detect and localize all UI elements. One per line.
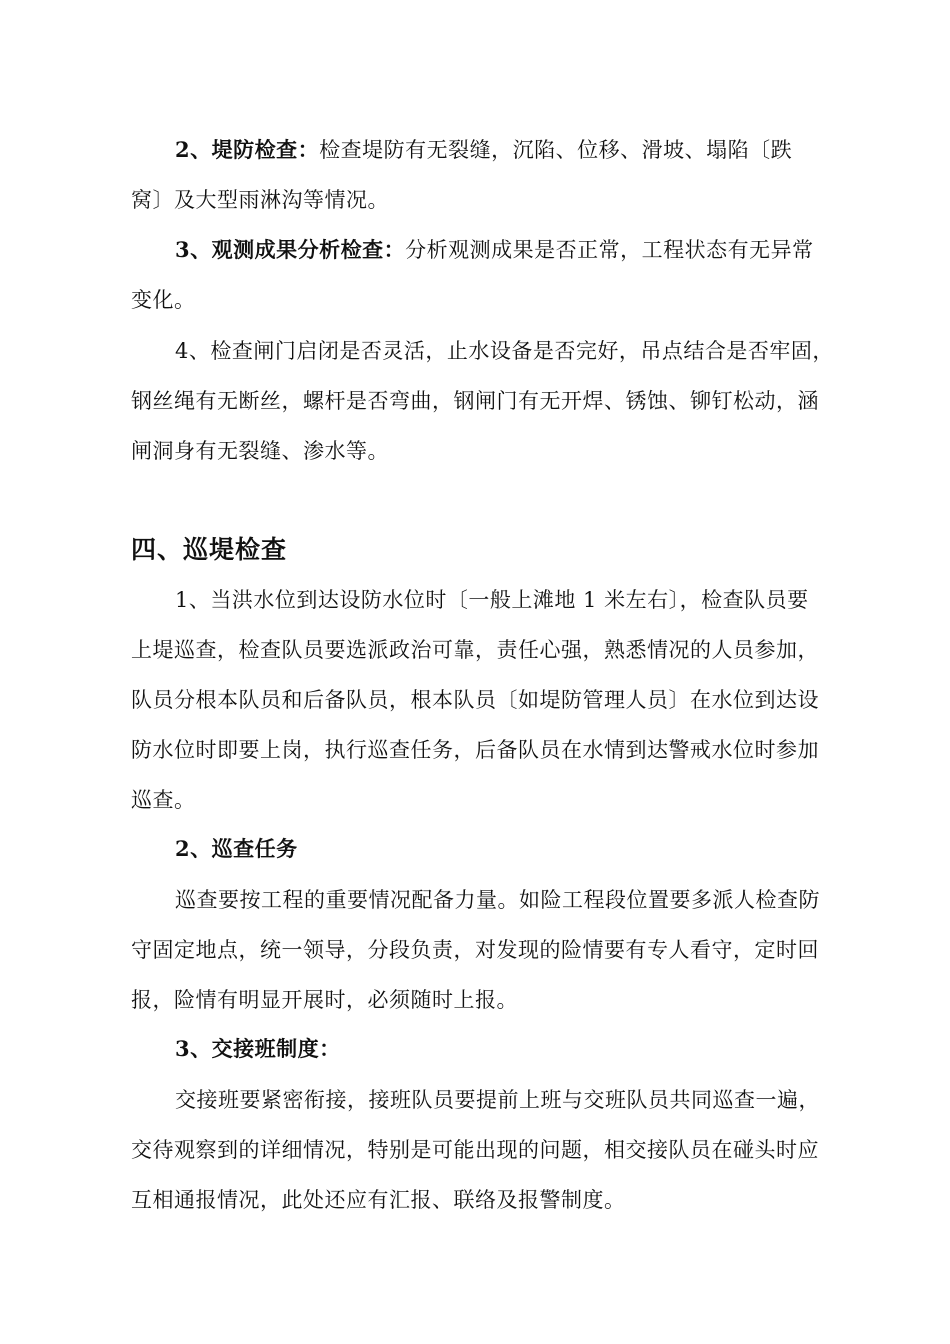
- section4-heading: 四、巡堤检查: [131, 535, 288, 564]
- item4-line3: 闸洞身有无裂缝、渗水等。: [131, 439, 389, 463]
- item2-text: 检查堤防有无裂缝，沉陷、位移、滑坡、塌陷〔跌: [319, 138, 793, 162]
- item4-line1: 4、检查闸门启闭是否灵活，止水设备是否完好，吊点结合是否牢固，: [175, 339, 834, 363]
- section4-p1-line2: 上堤巡查，检查队员要选派政治可靠，责任心强，熟悉情况的人员参加，: [131, 638, 819, 662]
- sub3-line3: 互相通报情况，此处还应有汇报、联络及报警制度。: [131, 1188, 626, 1212]
- section4-p1-line1: 1、当洪水位到达设防水位时〔一般上滩地 1 米左右〕，检查队员要: [175, 588, 809, 612]
- item2-line2: 窝〕及大型雨淋沟等情况。: [131, 188, 389, 212]
- item2-line1: [175, 136, 792, 164]
- item2-number: 2、: [175, 137, 212, 162]
- item3-title: 观测成果分析检查：: [211, 237, 406, 262]
- sub2-line2: 守固定地点，统一领导，分段负责，对发现的险情要有专人看守，定时回: [131, 938, 819, 962]
- sub3-line1: 交接班要紧密衔接，接班队员要提前上班与交班队员共同巡查一遍，: [175, 1088, 820, 1112]
- section4-p1-line3: 队员分根本队员和后备队员，根本队员〔如堤防管理人员〕在水位到达设: [131, 688, 819, 712]
- section4-p1-line4: 防水位时即要上岗，执行巡查任务，后备队员在水情到达警戒水位时参加: [131, 738, 819, 762]
- sub3-line2: 交待观察到的详细情况，特别是可能出现的问题，相交接队员在碰头时应: [131, 1138, 819, 1162]
- item3-line1: [175, 236, 814, 264]
- item3-text: 分析观测成果是否正常，工程状态有无异常: [405, 238, 814, 262]
- sub2-line1: 巡查要按工程的重要情况配备力量。如险工程段位置要多派人检查防: [175, 888, 820, 912]
- section4-p1-line5: 巡查。: [131, 788, 196, 812]
- sub3-heading: 3、交接班制度：: [175, 1036, 341, 1061]
- item3-line2: 变化。: [131, 288, 196, 312]
- item2-title: 堤防检查：: [211, 137, 320, 162]
- sub2-line3: 报，险情有明显开展时，必须随时上报。: [131, 988, 518, 1012]
- item3-number: 3、: [175, 237, 212, 262]
- sub2-heading: 2、巡查任务: [175, 836, 298, 861]
- item4-line2: 钢丝绳有无断丝，螺杆是否弯曲，钢闸门有无开焊、锈蚀、铆钉松动，涵: [131, 389, 819, 413]
